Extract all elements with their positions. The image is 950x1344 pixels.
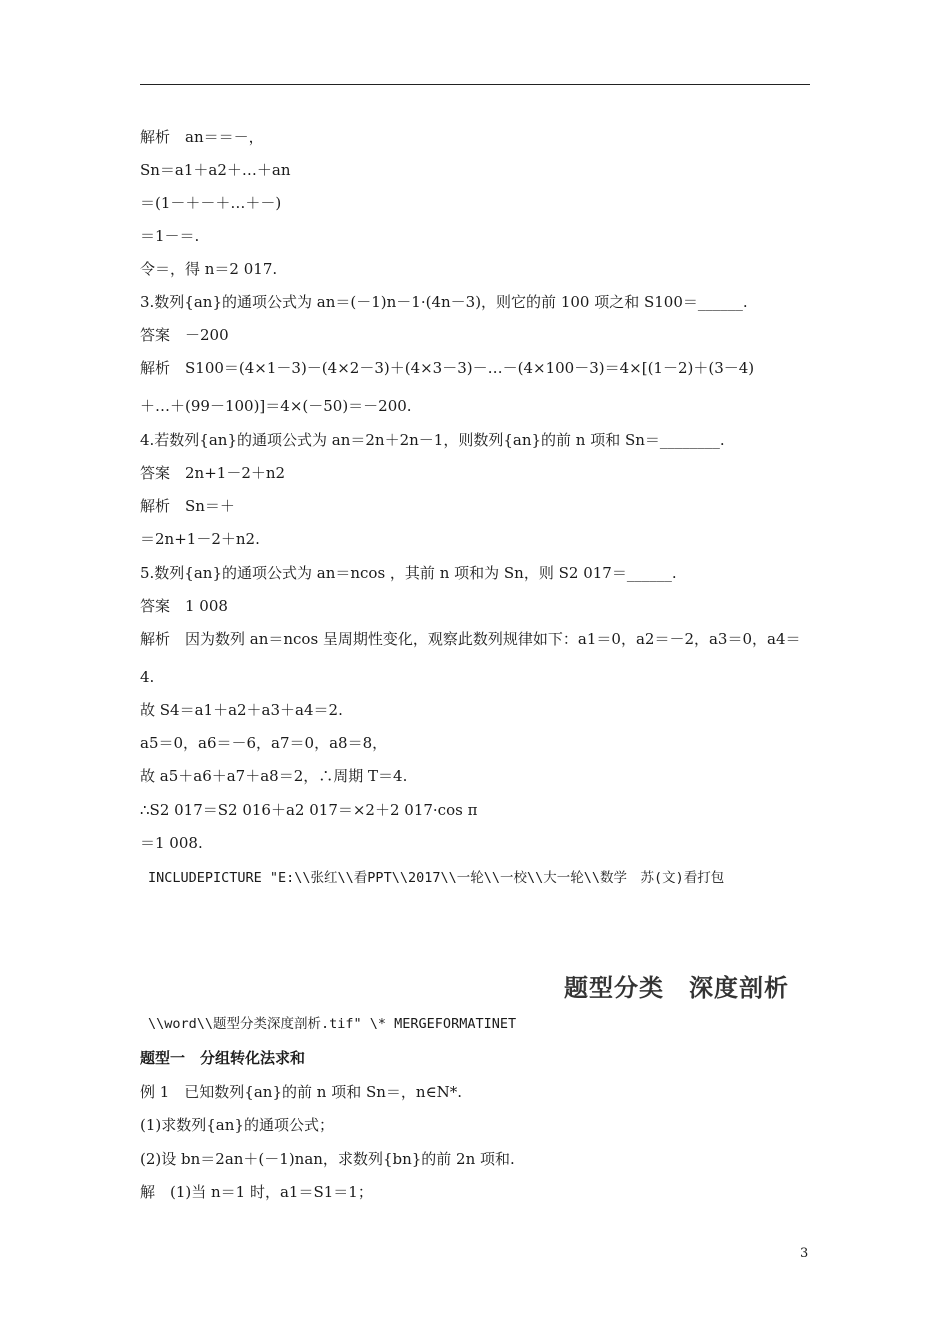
text-line: ＝1－＝. — [140, 227, 200, 245]
answer-4: 答案 2n+1－2＋n2 — [140, 464, 286, 482]
problem-5: 5.数列{an}的通项公式为 an＝ncos ，其前 n 项和为 Sn，则 S2 017＝______. — [140, 564, 677, 582]
page-number: 3 — [800, 1246, 809, 1261]
example-1: 例 1 已知数列{an}的前 n 项和 Sn＝，n∈N*. — [140, 1083, 463, 1101]
text-line: 令＝，得 n＝2 017. — [140, 260, 278, 278]
problem-3: 3.数列{an}的通项公式为 an＝(－1)n－1·(4n－3)，则它的前 100 项之和 S100＝______. — [140, 293, 748, 311]
text-line: 4. — [140, 668, 155, 686]
solution-5: 解析 因为数列 an＝ncos 呈周期性变化，观察此数列规律如下：a1＝0，a2＝－2，a3＝0，a4＝ — [140, 630, 801, 648]
solution-4: 解析 Sn＝＋ — [140, 497, 235, 515]
text-line: 故 a5＋a6＋a7＋a8＝2，∴周期 T＝4. — [140, 767, 408, 785]
answer-3: 答案 －200 — [140, 326, 229, 344]
includepicture-field: INCLUDEPICTURE "E:\\张红\\看PPT\\2017\\一轮\\一校\\大一轮\\数学 苏(文)看打包 — [148, 870, 725, 886]
solution-start: 解 (1)当 n＝1 时，a1＝S1＝1； — [140, 1183, 373, 1201]
text-line: ＝1 008. — [140, 834, 203, 852]
text-line: ＝2n+1－2＋n2. — [140, 530, 260, 548]
text-line: ＋…＋(99－100)]＝4×(－50)＝－200. — [140, 397, 412, 415]
section-heading: 题型一 分组转化法求和 — [140, 1049, 306, 1067]
text-line: 解析 an＝＝－， — [140, 128, 264, 146]
problem-4: 4.若数列{an}的通项公式为 an＝2n＋2n－1，则数列{an}的前 n 项和 Sn＝________. — [140, 431, 725, 449]
text-line: ＝(1－＋－＋…＋－) — [140, 194, 282, 212]
answer-5: 答案 1 008 — [140, 597, 228, 615]
solution-3: 解析 S100＝(4×1－3)－(4×2－3)＋(4×3－3)－…－(4×100－3)＝4×[(1－2)＋(3－4) — [140, 359, 755, 377]
text-line: ∴S2 017＝S2 016＋a2 017＝×2＋2 017·cos π — [140, 801, 478, 819]
example-part-1: (1)求数列{an}的通项公式； — [140, 1116, 334, 1134]
text-line: a5＝0，a6＝－6，a7＝0，a8＝8， — [140, 734, 388, 752]
example-part-2: (2)设 bn＝2an＋(－1)nan，求数列{bn}的前 2n 项和. — [140, 1150, 515, 1168]
section-banner: 题型分类 深度剖析 — [564, 974, 789, 1002]
header-rule — [140, 84, 810, 85]
includepicture-field-cont: \\word\\题型分类深度剖析.tif" \* MERGEFORMATINET — [148, 1016, 517, 1032]
text-line: Sn＝a1＋a2＋…＋an — [140, 161, 291, 179]
text-line: 故 S4＝a1＋a2＋a3＋a4＝2. — [140, 701, 343, 719]
